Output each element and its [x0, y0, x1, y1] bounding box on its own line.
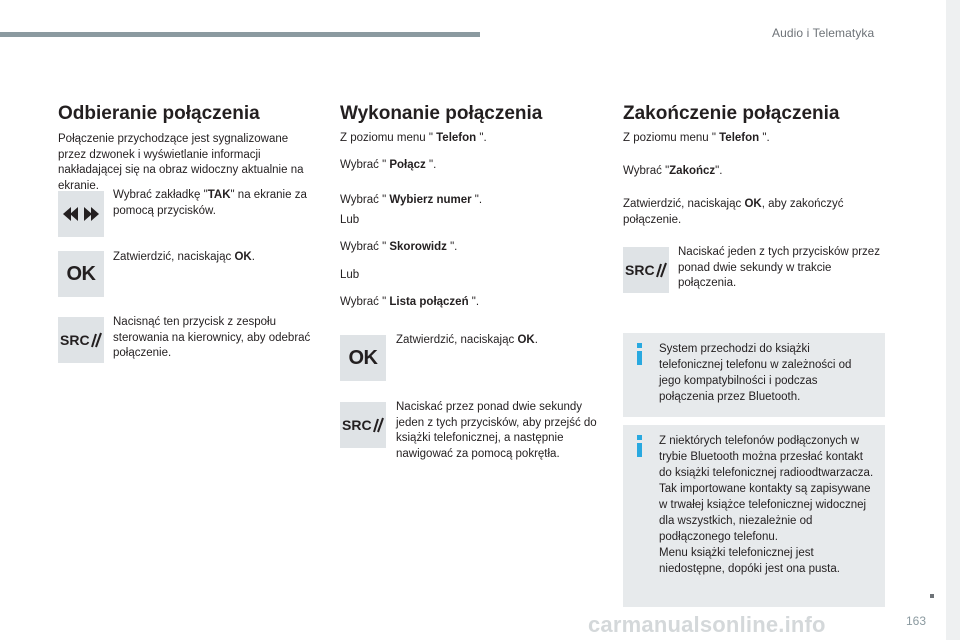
step-end-steering: Naciskać jeden z tych przycisków przez ponad dwie sekundy w trakcie połączenia.: [678, 246, 880, 289]
svg-text:SRC: SRC: [625, 262, 655, 278]
watermark: carmanualsonline.info: [588, 612, 826, 637]
ok-icon-label-2: OK: [348, 346, 378, 369]
page-marker: [930, 594, 934, 598]
confirm-end-line: Zatwierdzić, naciskając OK, aby zakończyć połączenie.: [623, 198, 844, 226]
step-confirm-ok: Zatwierdzić, naciskając OK.: [113, 251, 255, 263]
select-dial-number-line: Wybrać " Wybierz numer ".: [340, 194, 483, 206]
header-bar: [0, 32, 480, 37]
svg-text:SRC: SRC: [60, 332, 90, 348]
step-select-yes: Wybrać zakładkę "TAK" na ekranie za pomocą przycisków.: [113, 189, 307, 217]
select-directory-line: Wybrać " Skorowidz ".: [340, 241, 458, 253]
step-open-phonebook: Naciskać przez ponad dwie sekundy jeden z tych przycisków, aby przejść do książki telefonicznej, a następnie nawigować za pomocą pokrętła.: [396, 401, 597, 460]
intro-paragraph: Połączenie przychodzące jest sygnalizowane przez dzwonek i wyświetlanie informacji nakładającej się na obraz widoczny aktualnie na ekranie.: [58, 133, 304, 192]
page-number: 163: [906, 614, 927, 628]
seek-buttons-icon: [58, 191, 104, 237]
info-icon-2: [637, 435, 642, 457]
section-title: Audio i Telematyka: [772, 26, 875, 40]
src-phone-button-icon-2: [340, 402, 386, 448]
select-end-line: Wybrać "Zakończ".: [623, 165, 723, 177]
step-confirm-ok-2: Zatwierdzić, naciskając OK.: [396, 334, 538, 346]
menu-phone-line-3: Z poziomu menu " Telefon ".: [623, 132, 770, 144]
menu-phone-line: Z poziomu menu " Telefon ".: [340, 132, 487, 144]
src-phone-button-icon: [58, 317, 104, 363]
info-box-bluetooth: [623, 333, 885, 417]
ok-icon-label: OK: [66, 262, 96, 285]
page-edge-strip: [946, 0, 960, 640]
or-line-2: Lub: [340, 269, 360, 281]
ok-button-icon-2: [340, 335, 386, 381]
svg-text:SRC: SRC: [342, 417, 372, 433]
select-call-list-line: Wybrać " Lista połączeń ".: [340, 296, 480, 308]
info-text-bluetooth: System przechodzi do książki telefonicznej telefonu w zależności od jego kompatybilności i podczas połączenia przez Bluetooth.: [659, 343, 852, 403]
info-box-contacts: [623, 425, 885, 607]
heading-ending-call: Zakończenie połączenia: [623, 103, 840, 124]
src-phone-button-icon-3: [623, 247, 669, 293]
info-text-contacts: Z niektórych telefonów podłączonych w trybie Bluetooth można przesłać kontakt do książki telefonicznej radioodtwarzacza. Tak importowane kontakty są zapisywane w trwałej książce telefonicznej widocznej dla wszystkich, niezależnie od podłączonego telefonu. Menu książki telefonicznej jest niedostępne, dopóki jest ona pusta.: [659, 435, 874, 575]
select-call-line: Wybrać " Połącz ".: [340, 159, 437, 171]
heading-making-call: Wykonanie połączenia: [340, 103, 543, 124]
info-icon: [637, 343, 642, 365]
heading-receiving-call: Odbieranie połączenia: [58, 103, 260, 124]
or-line-1: Lub: [340, 214, 360, 226]
ok-button-icon: [58, 251, 104, 297]
step-answer-steering: Nacisnąć ten przycisk z zespołu sterowania na kierownicy, aby odebrać połączenie.: [113, 316, 311, 359]
